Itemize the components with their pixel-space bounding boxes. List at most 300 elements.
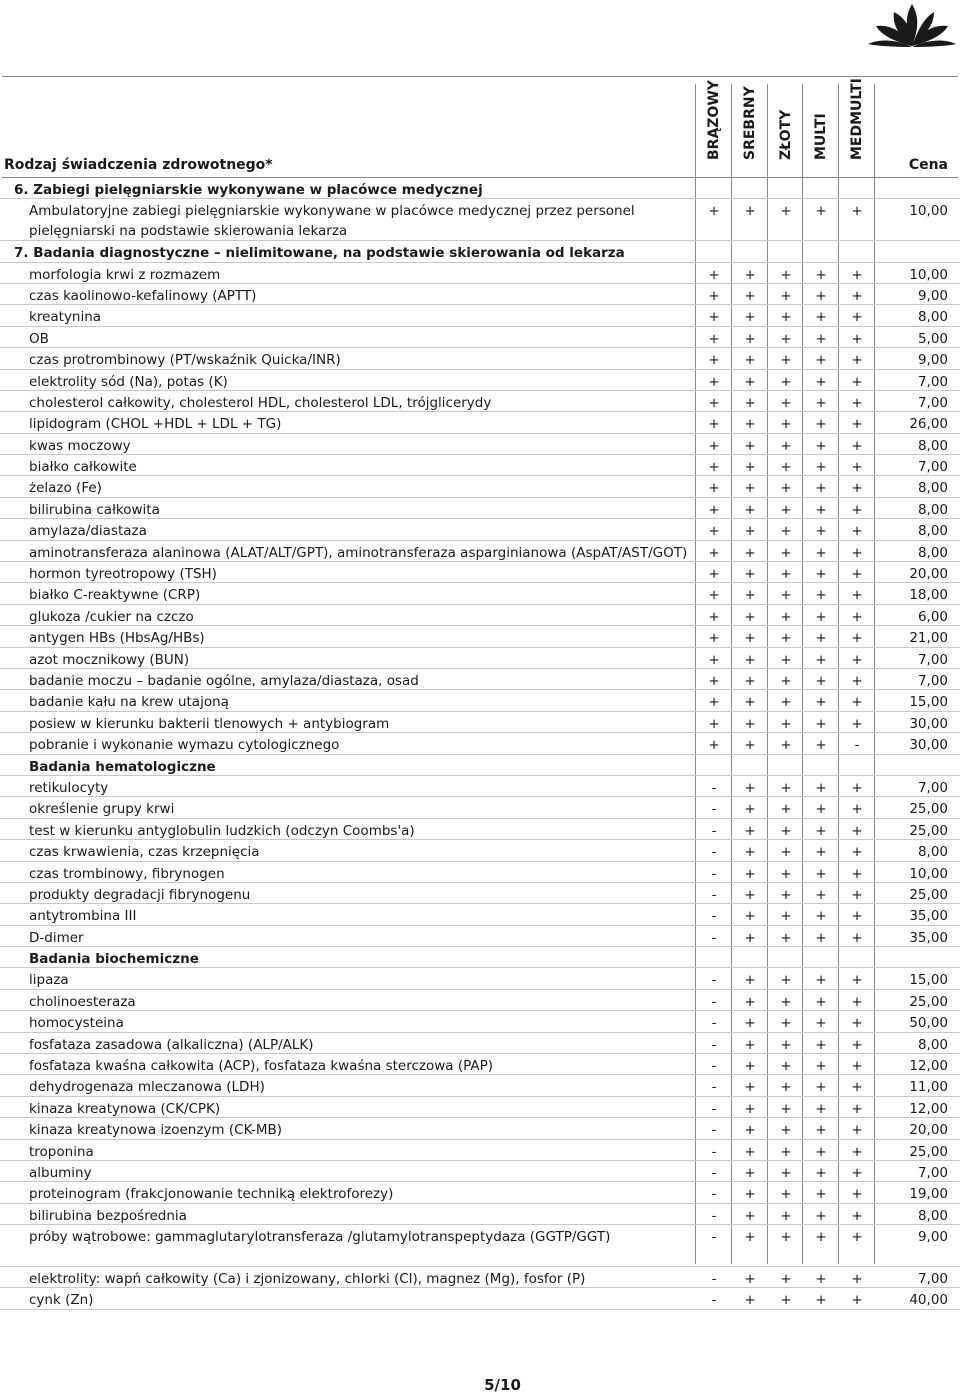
column-header-label: BRĄZOWY (706, 80, 722, 160)
availability-mark: + (780, 501, 792, 518)
price-value: 10,00 (909, 203, 948, 220)
column-header-3 (768, 84, 804, 176)
availability-mark: + (744, 779, 756, 796)
price-value: 7,00 (917, 394, 948, 411)
availability-mark: - (711, 908, 717, 925)
availability-mark: + (815, 480, 827, 497)
service-name: hormon tyreotropowy (TSH) (29, 566, 217, 583)
availability-mark: + (744, 203, 756, 220)
availability-mark: + (851, 972, 863, 989)
availability-mark: - (711, 1207, 717, 1224)
availability-mark: - (711, 865, 717, 882)
availability-mark: - (711, 1270, 717, 1287)
price-value: 40,00 (909, 1292, 948, 1309)
availability-mark: + (851, 587, 863, 604)
service-name: test w kierunku antyglobulin ludzkich (odczyn Coombs'a) (29, 822, 415, 839)
availability-mark: + (851, 1186, 863, 1203)
availability-mark: + (780, 203, 792, 220)
availability-mark: + (780, 886, 792, 903)
service-name: retikulocyty (29, 779, 109, 796)
service-name: próby wątrobowe: gammaglutarylotransferaza /glutamylotranspeptydaza (GGTP/GGT) (29, 1229, 611, 1246)
price-value: 8,00 (917, 1036, 948, 1053)
availability-mark: + (744, 266, 756, 283)
price-value: 8,00 (917, 480, 948, 497)
table-row (0, 862, 960, 883)
availability-mark: + (780, 908, 792, 925)
service-name: dehydrogenaza mleczanowa (LDH) (29, 1079, 265, 1096)
availability-mark: + (780, 694, 792, 711)
availability-mark: + (815, 330, 827, 347)
availability-mark: + (851, 330, 863, 347)
service-name: czas krwawienia, czas krzepnięcia (29, 844, 260, 861)
table-row (0, 626, 960, 647)
service-name: elektrolity sód (Na), potas (K) (29, 373, 228, 390)
availability-mark: + (851, 373, 863, 390)
availability-mark: + (744, 1143, 756, 1160)
availability-mark: + (851, 651, 863, 668)
table-row (0, 434, 960, 455)
service-name: D-dimer (29, 929, 84, 946)
availability-mark: + (851, 480, 863, 497)
service-name: określenie grupy krwi (29, 801, 175, 818)
availability-mark: + (851, 1100, 863, 1117)
availability-mark: + (780, 352, 792, 369)
availability-mark: + (780, 993, 792, 1010)
availability-mark: + (744, 352, 756, 369)
service-name: azot mocznikowy (BUN) (29, 651, 190, 668)
page-number: 5/10 (484, 1376, 521, 1394)
table-row (0, 1118, 960, 1139)
availability-mark: + (780, 1036, 792, 1053)
availability-mark: + (815, 1122, 827, 1139)
availability-mark: + (780, 715, 792, 732)
availability-mark: + (851, 822, 863, 839)
table-row (0, 1054, 960, 1075)
availability-mark: + (708, 309, 720, 326)
availability-mark: + (815, 651, 827, 668)
availability-mark: + (744, 480, 756, 497)
availability-mark: + (708, 566, 720, 583)
availability-mark: + (708, 480, 720, 497)
fan-shell-logo-icon (866, 0, 958, 50)
column-header-label: MULTI (813, 113, 829, 160)
availability-mark: + (815, 1143, 827, 1160)
availability-mark: + (815, 373, 827, 390)
availability-mark: + (851, 416, 863, 433)
service-name: badanie moczu – badanie ogólne, amylaza/diastaza, osad (29, 673, 419, 689)
table-row (0, 348, 960, 369)
service-name: troponina (29, 1143, 94, 1160)
availability-mark: + (708, 287, 720, 304)
availability-mark: + (780, 480, 792, 497)
availability-mark: + (815, 287, 827, 304)
service-name: antytrombina III (29, 908, 137, 925)
availability-mark: + (744, 1036, 756, 1053)
availability-mark: + (815, 1036, 827, 1053)
availability-mark: + (780, 865, 792, 882)
availability-mark: - (711, 1292, 717, 1309)
availability-mark: + (851, 1292, 863, 1309)
table-row (0, 1011, 960, 1032)
availability-mark: - (711, 1036, 717, 1053)
availability-mark: + (744, 972, 756, 989)
price-value: 20,00 (909, 566, 948, 583)
service-name: kinaza kreatynowa (CK/CPK) (29, 1100, 221, 1117)
availability-mark: + (851, 844, 863, 861)
service-name: antygen HBs (HbsAg/HBs) (29, 630, 205, 647)
table-row (0, 904, 960, 925)
availability-mark: + (708, 203, 720, 220)
availability-mark: - (854, 737, 860, 754)
availability-mark: + (815, 929, 827, 946)
table-row (0, 605, 960, 626)
availability-mark: + (815, 523, 827, 540)
price-value: 5,00 (917, 330, 948, 347)
availability-mark: + (744, 673, 756, 689)
subsection-heading-row (0, 755, 960, 776)
availability-mark: + (780, 1164, 792, 1181)
service-name: Ambulatoryjne zabiegi pielęgniarskie wykonywane w placówce medycznej przez personel pielęgniarski na podstawie skierowania lekarza (29, 203, 635, 240)
availability-mark: + (815, 608, 827, 625)
table-row (0, 712, 960, 733)
availability-mark: + (815, 673, 827, 689)
availability-mark: + (744, 1186, 756, 1203)
availability-mark: + (780, 1122, 792, 1139)
availability-mark: + (815, 844, 827, 861)
availability-mark: + (815, 1079, 827, 1096)
availability-mark: + (851, 865, 863, 882)
table-row (0, 733, 960, 754)
availability-mark: + (780, 1207, 792, 1224)
availability-mark: + (708, 651, 720, 668)
service-name: posiew w kierunku bakterii tlenowych + antybiogram (29, 715, 390, 732)
price-value: 25,00 (909, 822, 948, 839)
table-row (0, 455, 960, 476)
service-name: pobranie i wykonanie wymazu cytologicznego (29, 737, 340, 754)
table-row (0, 926, 960, 947)
availability-mark: + (851, 203, 863, 220)
availability-mark: + (851, 287, 863, 304)
section-title: 7. Badania diagnostyczne – nielimitowane, na podstawie skierowania od lekarza (14, 245, 625, 262)
availability-mark: + (744, 309, 756, 326)
availability-mark: + (780, 459, 792, 476)
section-heading-row (0, 178, 960, 199)
price-value: 9,00 (917, 352, 948, 369)
price-value: 18,00 (909, 587, 948, 604)
availability-mark: + (744, 630, 756, 647)
availability-mark: + (744, 587, 756, 604)
service-name: żelazo (Fe) (29, 480, 102, 497)
availability-mark: + (851, 993, 863, 1010)
availability-mark: + (815, 566, 827, 583)
availability-mark: + (708, 437, 720, 454)
availability-mark: + (851, 886, 863, 903)
price-value: 8,00 (917, 437, 948, 454)
availability-mark: + (708, 715, 720, 732)
availability-mark: + (708, 266, 720, 283)
table-row (0, 1225, 960, 1267)
availability-mark: + (851, 779, 863, 796)
availability-mark: + (744, 1270, 756, 1287)
availability-mark: + (744, 651, 756, 668)
price-value: 8,00 (917, 309, 948, 326)
availability-mark: + (708, 501, 720, 518)
table-row (0, 690, 960, 711)
availability-mark: + (744, 1079, 756, 1096)
column-header-5 (839, 78, 875, 176)
availability-mark: + (851, 1207, 863, 1224)
column-header-2 (732, 84, 768, 176)
availability-mark: + (851, 523, 863, 540)
availability-mark: + (851, 437, 863, 454)
availability-mark: + (851, 630, 863, 647)
availability-mark: + (744, 1122, 756, 1139)
availability-mark: + (780, 1079, 792, 1096)
service-name: homocysteina (29, 1015, 124, 1032)
price-value: 10,00 (909, 266, 948, 283)
price-value: 7,00 (917, 459, 948, 476)
availability-mark: + (708, 630, 720, 647)
availability-mark: + (744, 694, 756, 711)
price-value: 9,00 (917, 1229, 948, 1246)
availability-mark: + (708, 459, 720, 476)
availability-mark: + (851, 673, 863, 689)
availability-mark: - (711, 972, 717, 989)
availability-mark: + (780, 630, 792, 647)
availability-mark: + (780, 801, 792, 818)
availability-mark: + (851, 352, 863, 369)
availability-mark: + (744, 1207, 756, 1224)
availability-mark: + (780, 1058, 792, 1075)
availability-mark: + (744, 608, 756, 625)
price-value: 7,00 (917, 1270, 948, 1287)
column-header-1 (696, 80, 732, 176)
availability-mark: + (815, 694, 827, 711)
availability-mark: + (744, 1292, 756, 1309)
price-value: 20,00 (909, 1122, 948, 1139)
availability-mark: + (780, 1186, 792, 1203)
service-name: czas kaolinowo-kefalinowy (APTT) (29, 287, 257, 304)
availability-mark: + (780, 416, 792, 433)
availability-mark: + (744, 501, 756, 518)
availability-mark: + (780, 544, 792, 561)
availability-mark: + (851, 1143, 863, 1160)
section-heading-row (0, 241, 960, 262)
price-value: 8,00 (917, 523, 948, 540)
table-row (0, 370, 960, 391)
availability-mark: + (851, 1122, 863, 1139)
availability-mark: - (711, 1100, 717, 1117)
section-title: Badania biochemiczne (29, 951, 199, 968)
availability-mark: + (744, 459, 756, 476)
availability-mark: + (815, 886, 827, 903)
table-row (0, 968, 960, 989)
price-value: 12,00 (909, 1100, 948, 1117)
availability-mark: + (780, 608, 792, 625)
availability-mark: + (744, 1100, 756, 1117)
top-rule (2, 76, 958, 77)
price-value: 9,00 (917, 287, 948, 304)
service-name: fosfataza kwaśna całkowita (ACP), fosfataza kwaśna sterczowa (PAP) (29, 1058, 494, 1075)
availability-mark: + (851, 1079, 863, 1096)
table-row (0, 1033, 960, 1054)
section-title: Badania hematologiczne (29, 758, 216, 775)
availability-mark: + (815, 437, 827, 454)
availability-mark: + (851, 908, 863, 925)
price-value: 25,00 (909, 1143, 948, 1160)
availability-mark: + (780, 287, 792, 304)
availability-mark: + (851, 1058, 863, 1075)
table-row (0, 199, 960, 241)
price-value: 25,00 (909, 886, 948, 903)
availability-mark: + (780, 1270, 792, 1287)
price-value: 12,00 (909, 1058, 948, 1075)
service-name: lipidogram (CHOL +HDL + LDL + TG) (29, 416, 282, 433)
availability-mark: + (851, 715, 863, 732)
availability-mark: + (780, 1143, 792, 1160)
availability-mark: + (815, 309, 827, 326)
availability-mark: + (780, 779, 792, 796)
availability-mark: + (744, 929, 756, 946)
availability-mark: + (815, 1164, 827, 1181)
price-value: 8,00 (917, 501, 948, 518)
availability-mark: + (851, 694, 863, 711)
availability-mark: + (708, 737, 720, 754)
availability-mark: - (711, 929, 717, 946)
availability-mark: + (815, 908, 827, 925)
service-name: OB (29, 330, 49, 347)
service-name: proteinogram (frakcjonowanie techniką elektroforezy) (29, 1186, 394, 1203)
availability-mark: + (815, 1058, 827, 1075)
availability-mark: + (851, 1036, 863, 1053)
availability-mark: + (744, 993, 756, 1010)
table-row (0, 990, 960, 1011)
service-name: bilirubina całkowita (29, 501, 160, 518)
availability-mark: + (815, 352, 827, 369)
availability-mark: - (711, 801, 717, 818)
service-name: białko C-reaktywne (CRP) (29, 587, 201, 604)
availability-mark: + (851, 544, 863, 561)
availability-mark: + (851, 1015, 863, 1032)
availability-mark: + (815, 822, 827, 839)
price-value: 21,00 (909, 630, 948, 647)
availability-mark: + (708, 330, 720, 347)
price-value: 7,00 (917, 673, 948, 689)
availability-mark: + (815, 266, 827, 283)
availability-mark: + (708, 394, 720, 411)
table-row (0, 305, 960, 326)
availability-mark: + (744, 330, 756, 347)
availability-mark: + (815, 993, 827, 1010)
service-name: kreatynina (29, 309, 102, 326)
availability-mark: - (711, 844, 717, 861)
price-value: 50,00 (909, 1015, 948, 1032)
availability-mark: + (708, 373, 720, 390)
availability-mark: + (815, 459, 827, 476)
availability-mark: + (708, 608, 720, 625)
availability-mark: + (744, 523, 756, 540)
table-header-label: Rodzaj świadczenia zdrowotnego* (4, 157, 273, 173)
price-value: 25,00 (909, 993, 948, 1010)
availability-mark: + (851, 309, 863, 326)
availability-mark: + (780, 1292, 792, 1309)
availability-mark: + (744, 437, 756, 454)
availability-mark: + (851, 1164, 863, 1181)
availability-mark: + (815, 501, 827, 518)
price-value: 6,00 (917, 608, 948, 625)
table-row (0, 284, 960, 305)
table-row (0, 391, 960, 412)
price-value: 10,00 (909, 865, 948, 882)
availability-mark: + (744, 908, 756, 925)
availability-mark: + (815, 1292, 827, 1309)
service-name: albuminy (29, 1164, 92, 1181)
service-name: czas trombinowy, fibrynogen (29, 865, 225, 882)
table-row (0, 327, 960, 348)
table-row (0, 797, 960, 818)
availability-mark: - (711, 1164, 717, 1181)
service-name: produkty degradacji fibrynogenu (29, 886, 251, 903)
availability-mark: + (851, 394, 863, 411)
price-value: 8,00 (917, 1207, 948, 1224)
table-row (0, 519, 960, 540)
availability-mark: + (708, 587, 720, 604)
availability-mark: + (851, 929, 863, 946)
price-value: 15,00 (909, 694, 948, 711)
availability-mark: + (815, 587, 827, 604)
availability-mark: + (708, 673, 720, 689)
table-row (0, 562, 960, 583)
availability-mark: + (815, 1100, 827, 1117)
price-value: 15,00 (909, 972, 948, 989)
table-row (0, 883, 960, 904)
table-row (0, 1140, 960, 1161)
table-row (0, 819, 960, 840)
service-name: cholesterol całkowity, cholesterol HDL, cholesterol LDL, trójglicerydy (29, 394, 492, 411)
availability-mark: + (708, 352, 720, 369)
availability-mark: - (711, 1122, 717, 1139)
availability-mark: + (780, 587, 792, 604)
availability-mark: + (815, 1015, 827, 1032)
table-row (0, 412, 960, 433)
service-name: czas protrombinowy (PT/wskaźnik Quicka/INR) (29, 352, 341, 369)
service-name: amylaza/diastaza (29, 523, 147, 540)
availability-mark: + (780, 523, 792, 540)
availability-mark: + (815, 1270, 827, 1287)
availability-mark: + (780, 437, 792, 454)
availability-mark: + (815, 1229, 827, 1246)
price-value: 30,00 (909, 715, 948, 732)
table-row (0, 498, 960, 519)
availability-mark: - (711, 1058, 717, 1075)
availability-mark: + (780, 266, 792, 283)
table-row (0, 1204, 960, 1225)
price-value: 8,00 (917, 544, 948, 561)
service-name: aminotransferaza alaninowa (ALAT/ALT/GPT), aminotransferaza asparginianowa (AspAT/AST/GOT) (29, 544, 688, 561)
availability-mark: + (744, 416, 756, 433)
availability-mark: - (711, 1229, 717, 1246)
availability-mark: + (780, 929, 792, 946)
price-value: 35,00 (909, 908, 948, 925)
availability-mark: + (744, 886, 756, 903)
availability-mark: + (744, 844, 756, 861)
availability-mark: + (744, 822, 756, 839)
price-value: 26,00 (909, 416, 948, 433)
section-title: 6. Zabiegi pielęgniarskie wykonywane w placówce medycznej (14, 182, 483, 198)
service-name: morfologia krwi z rozmazem (29, 266, 221, 283)
availability-mark: + (744, 1058, 756, 1075)
price-value: 35,00 (909, 929, 948, 946)
